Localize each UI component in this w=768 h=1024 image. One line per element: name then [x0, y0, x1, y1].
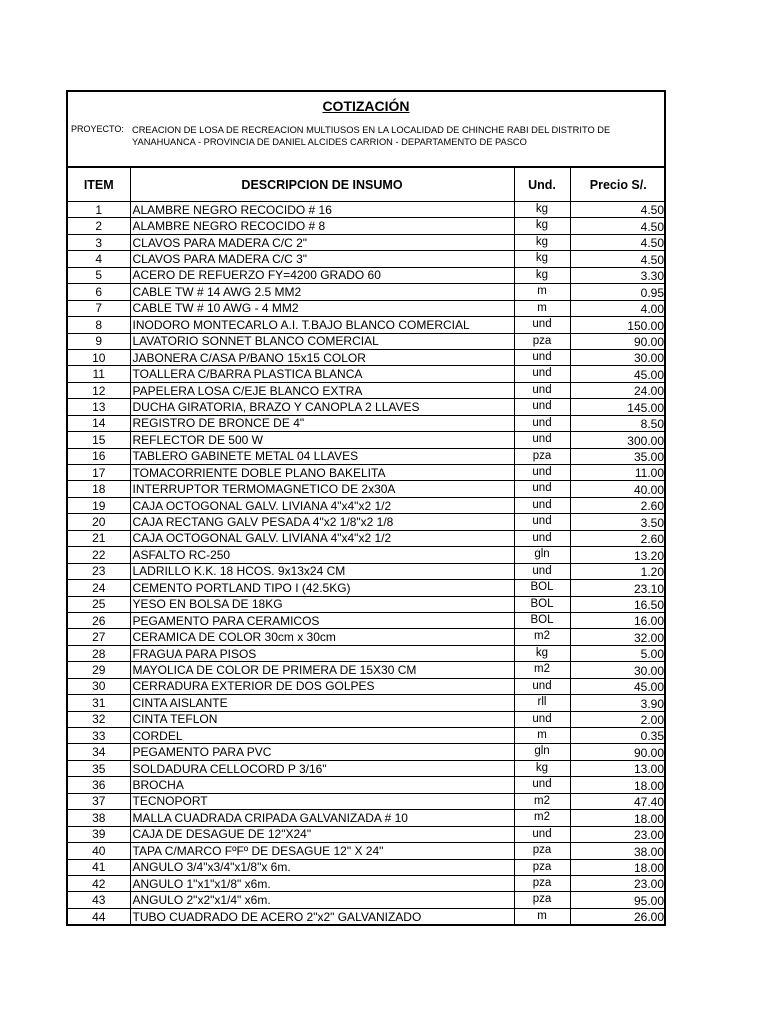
- unit-cell: m: [514, 908, 570, 924]
- price-cell: 1.20: [570, 563, 666, 579]
- item-number-cell: 11: [68, 366, 130, 382]
- description-cell: PEGAMENTO PARA CERAMICOS: [130, 612, 514, 628]
- price-cell: 8.50: [570, 415, 666, 431]
- item-number-cell: 1: [68, 202, 130, 218]
- item-number-cell: 19: [68, 497, 130, 513]
- item-number-cell: 40: [68, 843, 130, 859]
- unit-cell: pza: [514, 859, 570, 875]
- items-table: [68, 167, 666, 924]
- table-header-row: [68, 168, 666, 202]
- unit-cell: m2: [514, 629, 570, 645]
- unit-cell: gln: [514, 547, 570, 563]
- description-cell: PEGAMENTO PARA PVC: [130, 744, 514, 760]
- unit-cell: und: [514, 678, 570, 694]
- quotation-sheet: [66, 90, 666, 926]
- description-cell: CAJA RECTANG GALV PESADA 4"x2 1/8"x2 1/8: [130, 514, 514, 530]
- price-cell: 300.00: [570, 432, 666, 448]
- unit-cell: m2: [514, 793, 570, 809]
- description-cell: REFLECTOR DE 500 W: [130, 432, 514, 448]
- item-number-cell: 39: [68, 826, 130, 842]
- description-cell: LAVATORIO SONNET BLANCO COMERCIAL: [130, 333, 514, 349]
- price-cell: 30.00: [570, 349, 666, 365]
- table-row: [68, 662, 666, 678]
- table-row: [68, 744, 666, 760]
- item-number-cell: 25: [68, 596, 130, 612]
- description-cell: JABONERA C/ASA P/BANO 15x15 COLOR: [130, 349, 514, 365]
- description-cell: CABLE TW # 10 AWG - 4 MM2: [130, 300, 514, 316]
- unit-cell: und: [514, 465, 570, 481]
- price-cell: 5.00: [570, 645, 666, 661]
- price-cell: 35.00: [570, 448, 666, 464]
- price-cell: 150.00: [570, 317, 666, 333]
- price-cell: 3.90: [570, 695, 666, 711]
- table-row: [68, 284, 666, 300]
- table-body: [68, 202, 666, 925]
- item-number-cell: 5: [68, 267, 130, 283]
- table-row: [68, 629, 666, 645]
- item-number-cell: 28: [68, 645, 130, 661]
- price-cell: 32.00: [570, 629, 666, 645]
- item-number-cell: 33: [68, 728, 130, 744]
- item-number-cell: 35: [68, 760, 130, 776]
- description-cell: TOALLERA C/BARRA PLASTICA BLANCA: [130, 366, 514, 382]
- unit-cell: kg: [514, 251, 570, 267]
- column-header-price: Precio S/.: [570, 168, 666, 202]
- table-row: [68, 777, 666, 793]
- table-row: [68, 202, 666, 218]
- unit-cell: BOL: [514, 596, 570, 612]
- description-cell: CEMENTO PORTLAND TIPO I (42.5KG): [130, 580, 514, 596]
- table-row: [68, 580, 666, 596]
- description-cell: TOMACORRIENTE DOBLE PLANO BAKELITA: [130, 465, 514, 481]
- unit-cell: und: [514, 317, 570, 333]
- unit-cell: und: [514, 415, 570, 431]
- unit-cell: und: [514, 711, 570, 727]
- unit-cell: m: [514, 728, 570, 744]
- price-cell: 2.60: [570, 497, 666, 513]
- description-cell: CLAVOS PARA MADERA C/C 3": [130, 251, 514, 267]
- table-row: [68, 695, 666, 711]
- unit-cell: und: [514, 514, 570, 530]
- price-cell: 0.35: [570, 728, 666, 744]
- description-cell: BROCHA: [130, 777, 514, 793]
- table-row: [68, 711, 666, 727]
- unit-cell: pza: [514, 875, 570, 891]
- column-header-description: DESCRIPCION DE INSUMO: [130, 168, 514, 202]
- description-cell: MAYOLICA DE COLOR DE PRIMERA DE 15X30 CM: [130, 662, 514, 678]
- price-cell: 4.50: [570, 202, 666, 218]
- description-cell: TECNOPORT: [130, 793, 514, 809]
- quotation-header: [68, 92, 664, 167]
- unit-cell: und: [514, 349, 570, 365]
- description-cell: CABLE TW # 14 AWG 2.5 MM2: [130, 284, 514, 300]
- price-cell: 11.00: [570, 465, 666, 481]
- description-cell: TABLERO GABINETE METAL 04 LLAVES: [130, 448, 514, 464]
- item-number-cell: 14: [68, 415, 130, 431]
- price-cell: 23.00: [570, 875, 666, 891]
- description-cell: ACERO DE REFUERZO FY=4200 GRADO 60: [130, 267, 514, 283]
- price-cell: 95.00: [570, 892, 666, 908]
- table-row: [68, 448, 666, 464]
- item-number-cell: 22: [68, 547, 130, 563]
- description-cell: MALLA CUADRADA CRIPADA GALVANIZADA # 10: [130, 810, 514, 826]
- item-number-cell: 9: [68, 333, 130, 349]
- description-cell: TAPA C/MARCO FºFº DE DESAGUE 12" X 24": [130, 843, 514, 859]
- unit-cell: kg: [514, 202, 570, 218]
- item-number-cell: 29: [68, 662, 130, 678]
- description-cell: ALAMBRE NEGRO RECOCIDO # 16: [130, 202, 514, 218]
- item-number-cell: 13: [68, 399, 130, 415]
- table-row: [68, 547, 666, 563]
- price-cell: 16.50: [570, 596, 666, 612]
- item-number-cell: 20: [68, 514, 130, 530]
- price-cell: 40.00: [570, 481, 666, 497]
- item-number-cell: 43: [68, 892, 130, 908]
- unit-cell: m: [514, 300, 570, 316]
- unit-cell: und: [514, 530, 570, 546]
- price-cell: 45.00: [570, 366, 666, 382]
- unit-cell: pza: [514, 448, 570, 464]
- description-cell: ANGULO 2"x2"x1/4" x6m.: [130, 892, 514, 908]
- description-cell: SOLDADURA CELLOCORD P 3/16": [130, 760, 514, 776]
- table-row: [68, 497, 666, 513]
- description-cell: PAPELERA LOSA C/EJE BLANCO EXTRA: [130, 382, 514, 398]
- price-cell: 0.95: [570, 284, 666, 300]
- item-number-cell: 18: [68, 481, 130, 497]
- table-row: [68, 612, 666, 628]
- unit-cell: gln: [514, 744, 570, 760]
- table-row: [68, 349, 666, 365]
- description-cell: CAJA OCTOGONAL GALV. LIVIANA 4"x4"x2 1/2: [130, 530, 514, 546]
- description-cell: INTERRUPTOR TERMOMAGNETICO DE 2x30A: [130, 481, 514, 497]
- item-number-cell: 6: [68, 284, 130, 300]
- item-number-cell: 16: [68, 448, 130, 464]
- table-row: [68, 234, 666, 250]
- price-cell: 38.00: [570, 843, 666, 859]
- description-cell: ASFALTO RC-250: [130, 547, 514, 563]
- unit-cell: und: [514, 382, 570, 398]
- unit-cell: pza: [514, 333, 570, 349]
- table-row: [68, 645, 666, 661]
- description-cell: CORDEL: [130, 728, 514, 744]
- table-row: [68, 267, 666, 283]
- item-number-cell: 15: [68, 432, 130, 448]
- item-number-cell: 2: [68, 218, 130, 234]
- item-number-cell: 36: [68, 777, 130, 793]
- table-row: [68, 333, 666, 349]
- page-title: COTIZACIÓN: [322, 98, 410, 114]
- description-cell: CINTA AISLANTE: [130, 695, 514, 711]
- table-row: [68, 366, 666, 382]
- unit-cell: BOL: [514, 580, 570, 596]
- item-number-cell: 32: [68, 711, 130, 727]
- price-cell: 18.00: [570, 810, 666, 826]
- table-row: [68, 596, 666, 612]
- price-cell: 3.50: [570, 514, 666, 530]
- item-number-cell: 4: [68, 251, 130, 267]
- item-number-cell: 3: [68, 234, 130, 250]
- unit-cell: und: [514, 497, 570, 513]
- price-cell: 24.00: [570, 382, 666, 398]
- description-cell: CLAVOS PARA MADERA C/C 2": [130, 234, 514, 250]
- project-label: PROYECTO:: [71, 124, 124, 134]
- price-cell: 18.00: [570, 859, 666, 875]
- unit-cell: m: [514, 284, 570, 300]
- unit-cell: kg: [514, 234, 570, 250]
- item-number-cell: 27: [68, 629, 130, 645]
- item-number-cell: 42: [68, 875, 130, 891]
- column-header-unit: Und.: [514, 168, 570, 202]
- table-row: [68, 317, 666, 333]
- description-cell: CINTA TEFLON: [130, 711, 514, 727]
- item-number-cell: 38: [68, 810, 130, 826]
- price-cell: 23.00: [570, 826, 666, 842]
- unit-cell: und: [514, 563, 570, 579]
- unit-cell: m2: [514, 810, 570, 826]
- price-cell: 4.00: [570, 300, 666, 316]
- table-row: [68, 728, 666, 744]
- table-row: [68, 793, 666, 809]
- unit-cell: rll: [514, 695, 570, 711]
- item-number-cell: 44: [68, 908, 130, 924]
- item-number-cell: 24: [68, 580, 130, 596]
- price-cell: 90.00: [570, 744, 666, 760]
- table-row: [68, 481, 666, 497]
- price-cell: 3.30: [570, 267, 666, 283]
- table-row: [68, 760, 666, 776]
- unit-cell: kg: [514, 218, 570, 234]
- description-cell: INODORO MONTECARLO A.I. T.BAJO BLANCO COMERCIAL: [130, 317, 514, 333]
- unit-cell: und: [514, 399, 570, 415]
- description-cell: ANGULO 1"x1"x1/8" x6m.: [130, 875, 514, 891]
- description-cell: DUCHA GIRATORIA, BRAZO Y CANOPLA 2 LLAVES: [130, 399, 514, 415]
- unit-cell: und: [514, 777, 570, 793]
- table-row: [68, 843, 666, 859]
- item-number-cell: 23: [68, 563, 130, 579]
- price-cell: 23.10: [570, 580, 666, 596]
- unit-cell: und: [514, 481, 570, 497]
- column-header-item: ITEM: [68, 168, 130, 202]
- table-row: [68, 826, 666, 842]
- unit-cell: BOL: [514, 612, 570, 628]
- item-number-cell: 12: [68, 382, 130, 398]
- description-cell: CERAMICA DE COLOR 30cm x 30cm: [130, 629, 514, 645]
- table-row: [68, 875, 666, 891]
- price-cell: 90.00: [570, 333, 666, 349]
- item-number-cell: 37: [68, 793, 130, 809]
- price-cell: 16.00: [570, 612, 666, 628]
- table-row: [68, 810, 666, 826]
- unit-cell: pza: [514, 843, 570, 859]
- table-row: [68, 432, 666, 448]
- table-row: [68, 908, 666, 924]
- unit-cell: und: [514, 432, 570, 448]
- description-cell: FRAGUA PARA PISOS: [130, 645, 514, 661]
- description-cell: REGISTRO DE BRONCE DE 4": [130, 415, 514, 431]
- price-cell: 4.50: [570, 234, 666, 250]
- item-number-cell: 31: [68, 695, 130, 711]
- description-cell: YESO EN BOLSA DE 18KG: [130, 596, 514, 612]
- project-description: CREACION DE LOSA DE RECREACION MULTIUSOS EN LA LOCALIDAD DE CHINCHE RABI DEL DISTRITO DE YANAHUANCA - PROVINCIA DE DANIEL ALCIDES CARRION - DEPARTAMENTO DE PASCO: [132, 125, 611, 147]
- price-cell: 4.50: [570, 218, 666, 234]
- item-number-cell: 10: [68, 349, 130, 365]
- table-row: [68, 892, 666, 908]
- item-number-cell: 8: [68, 317, 130, 333]
- table-row: [68, 465, 666, 481]
- price-cell: 47.40: [570, 793, 666, 809]
- price-cell: 18.00: [570, 777, 666, 793]
- table-row: [68, 563, 666, 579]
- unit-cell: pza: [514, 892, 570, 908]
- price-cell: 4.50: [570, 251, 666, 267]
- description-cell: CAJA DE DESAGUE DE 12"X24": [130, 826, 514, 842]
- table-row: [68, 218, 666, 234]
- price-cell: 2.60: [570, 530, 666, 546]
- item-number-cell: 26: [68, 612, 130, 628]
- unit-cell: m2: [514, 662, 570, 678]
- table-row: [68, 678, 666, 694]
- table-row: [68, 251, 666, 267]
- unit-cell: und: [514, 826, 570, 842]
- unit-cell: und: [514, 366, 570, 382]
- description-cell: ALAMBRE NEGRO RECOCIDO # 8: [130, 218, 514, 234]
- description-cell: TUBO CUADRADO DE ACERO 2"x2" GALVANIZADO: [130, 908, 514, 924]
- unit-cell: kg: [514, 267, 570, 283]
- table-row: [68, 300, 666, 316]
- unit-cell: kg: [514, 645, 570, 661]
- item-number-cell: 7: [68, 300, 130, 316]
- item-number-cell: 34: [68, 744, 130, 760]
- table-row: [68, 530, 666, 546]
- table-row: [68, 399, 666, 415]
- item-number-cell: 41: [68, 859, 130, 875]
- price-cell: 145.00: [570, 399, 666, 415]
- price-cell: 30.00: [570, 662, 666, 678]
- table-row: [68, 382, 666, 398]
- description-cell: LADRILLO K.K. 18 HCOS. 9x13x24 CM: [130, 563, 514, 579]
- table-row: [68, 859, 666, 875]
- item-number-cell: 17: [68, 465, 130, 481]
- item-number-cell: 30: [68, 678, 130, 694]
- price-cell: 13.00: [570, 760, 666, 776]
- table-row: [68, 415, 666, 431]
- price-cell: 2.00: [570, 711, 666, 727]
- description-cell: ANGULO 3/4"x3/4"x1/8"x 6m.: [130, 859, 514, 875]
- price-cell: 13.20: [570, 547, 666, 563]
- description-cell: CERRADURA EXTERIOR DE DOS GOLPES: [130, 678, 514, 694]
- table-row: [68, 514, 666, 530]
- item-number-cell: 21: [68, 530, 130, 546]
- unit-cell: kg: [514, 760, 570, 776]
- description-cell: CAJA OCTOGONAL GALV. LIVIANA 4"x4"x2 1/2: [130, 497, 514, 513]
- price-cell: 45.00: [570, 678, 666, 694]
- price-cell: 26.00: [570, 908, 666, 924]
